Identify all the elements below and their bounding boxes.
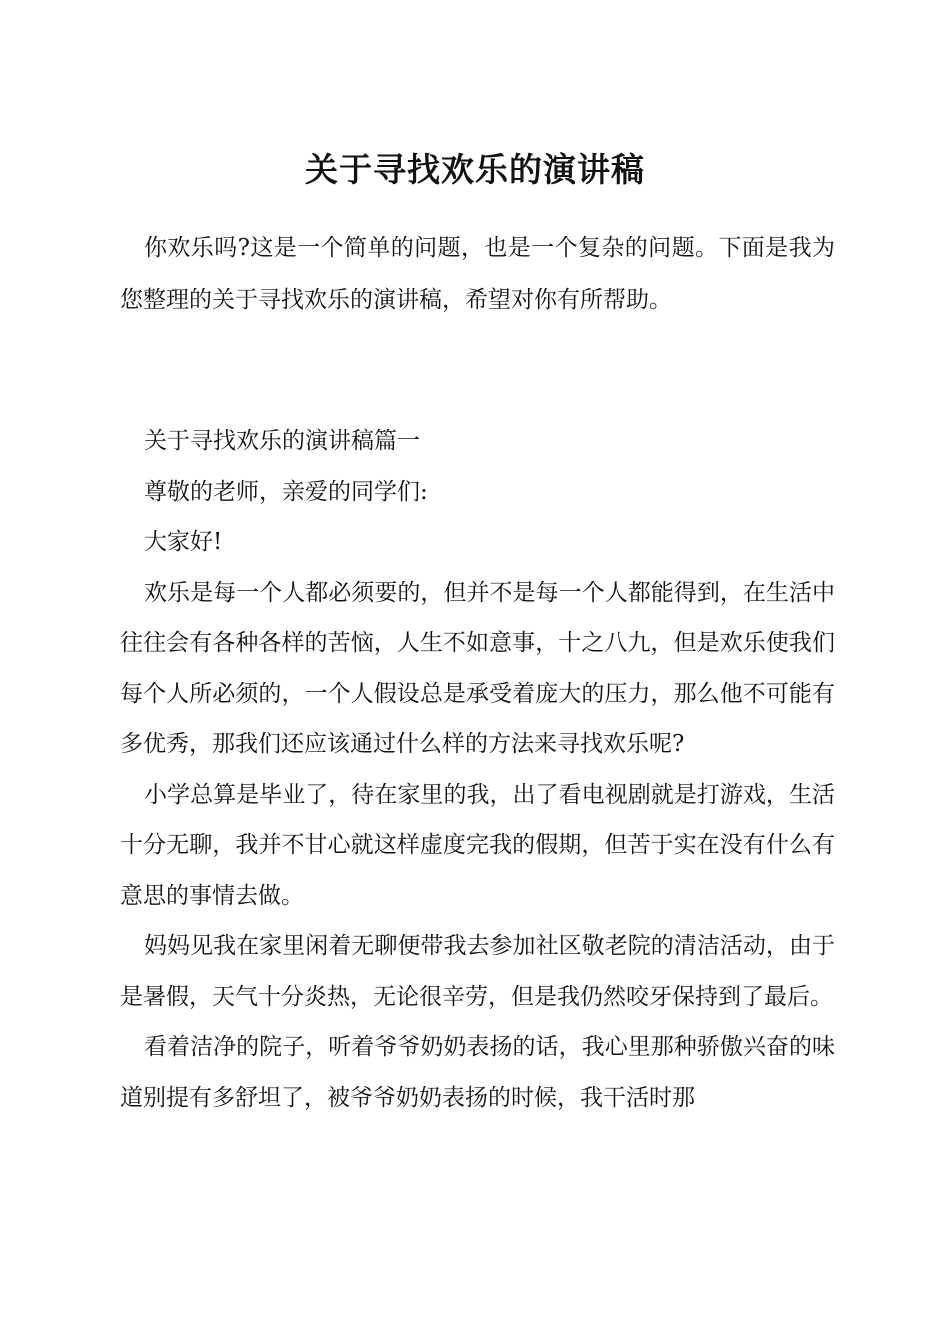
body-paragraph: 小学总算是毕业了，待在家里的我，出了看电视剧就是打游戏，生活十分无聊，我并不甘心就这样虚度完我的假期，但苦于实在没有什么有意思的事情去做。 [120,781,835,909]
body-paragraph: 妈妈见我在家里闲着无聊便带我去参加社区敬老院的清洁活动，由于是暑假，天气十分炎热，无论很辛劳，但是我仍然咬牙保持到了最后。 [120,933,835,1010]
body-paragraph: 看着洁净的院子，听着爷爷奶奶表扬的话，我心里那种骄傲兴奋的味道别提有多舒坦了，被爷爷奶奶表扬的时候，我干活时那 [120,1034,835,1111]
salutation: 尊敬的老师，亲爱的同学们: [144,478,428,505]
intro-paragraph: 你欢乐吗?这是一个简单的问题，也是一个复杂的问题。下面是我为您整理的关于寻找欢乐的演讲稿，希望对你有所帮助。 [120,235,835,313]
intro-section [120,222,835,326]
document-title: 关于寻找欢乐的演讲稿 [305,150,645,189]
section-heading: 关于寻找欢乐的演讲稿篇一 [144,428,420,454]
speech-body [120,416,835,1123]
body-paragraph: 欢乐是每一个人都必须要的，但并不是每一个人都能得到，在生活中往往会有各种各样的苦恼，人生不如意事，十之八九，但是欢乐使我们每个人所必须的，一个人假设总是承受着庞大的压力，那么他不可能有多优秀，那我们还应该通过什么样的方法来寻找欢乐呢? [120,579,835,757]
greeting: 大家好! [144,529,223,555]
